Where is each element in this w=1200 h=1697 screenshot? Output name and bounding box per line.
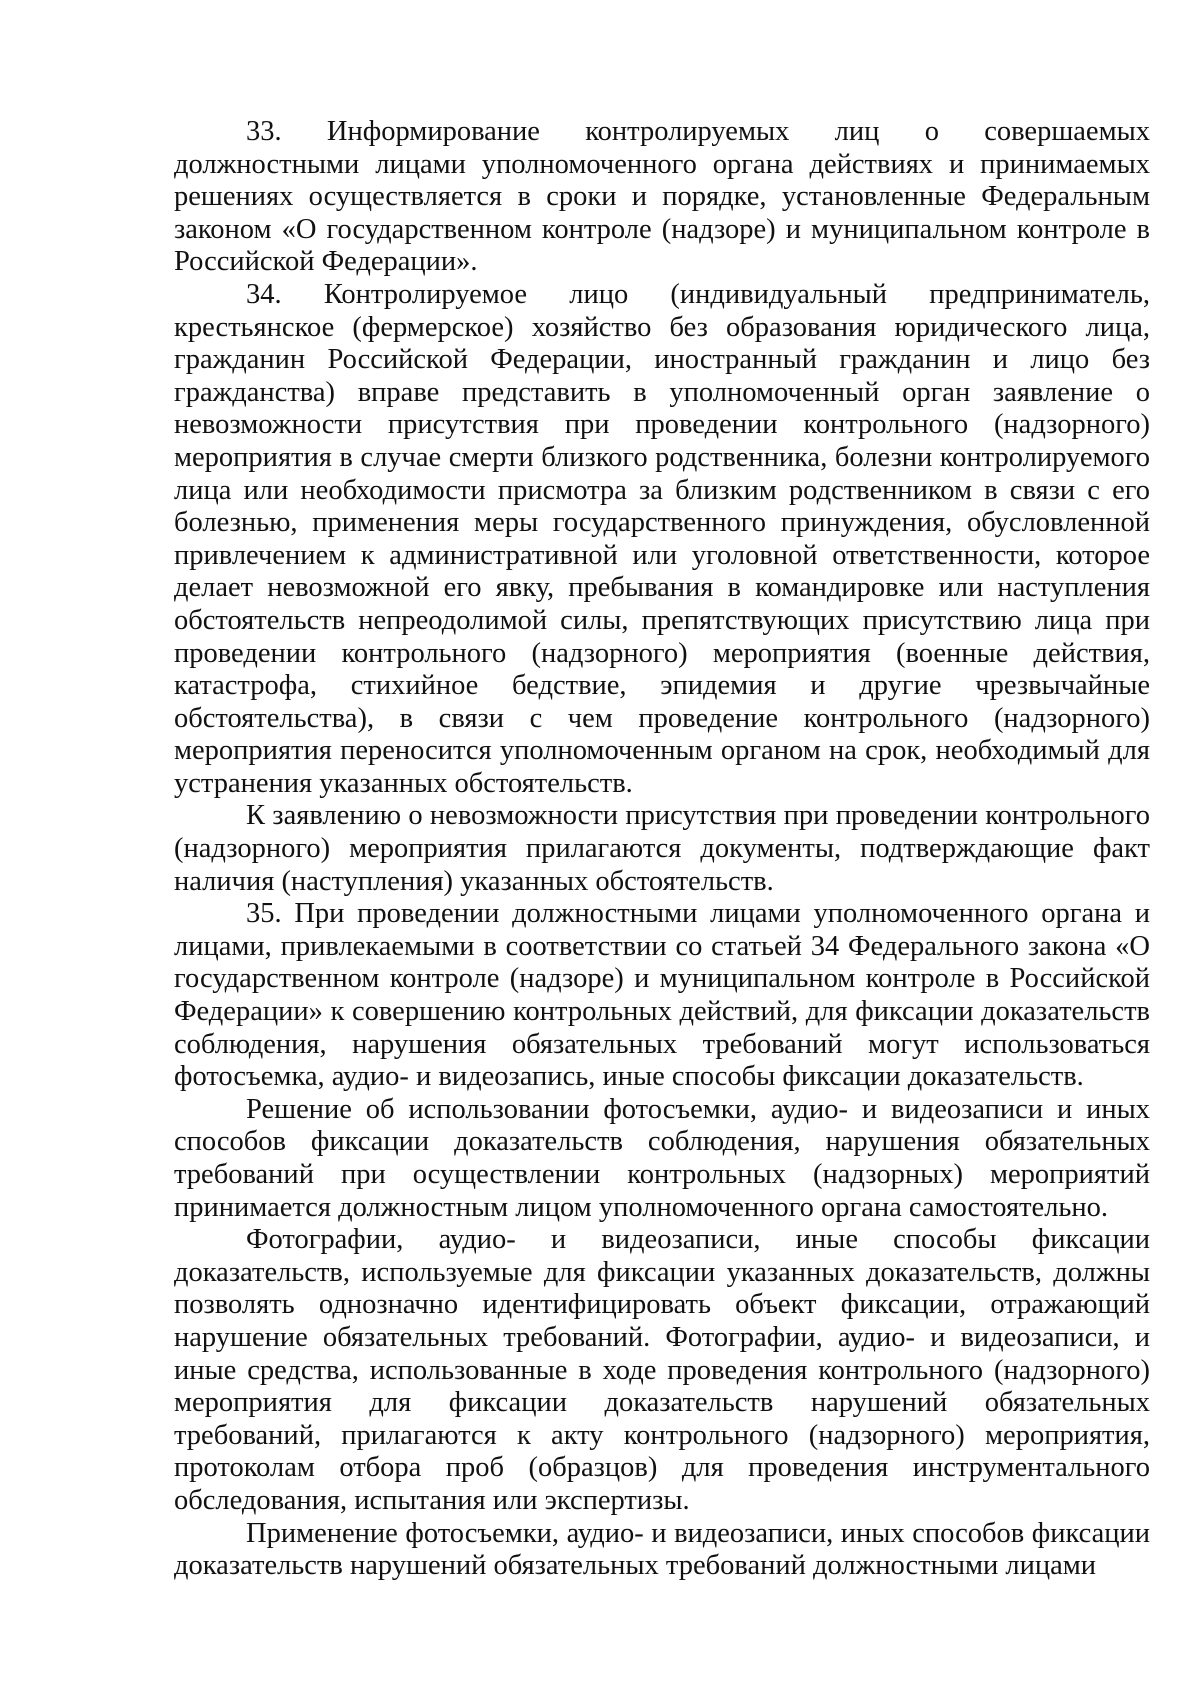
paragraph-35-evidence-fixation: 35. При проведении должностными лицами уполномоченного органа и лицами, привлекаемыми в соответствии со статьей 34 Федерального закона «О государственном контроле (надзоре) и муниципальном контроле в Российской Федерации» к совершению контрольных действий, для фиксации доказательств соблюдения, нарушения обязательных требований могут использоваться фотосъемка, аудио- и видеозапись, иные способы фиксации доказательств. xyxy=(174,898,1150,1093)
paragraph-35-application-of-recording: Применение фотосъемки, аудио- и видеозаписи, иных способов фиксации доказательств нарушений обязательных требований должностными лицами xyxy=(174,1517,1150,1582)
paragraph-34-supporting-documents: К заявлению о невозможности присутствия при проведении контрольного (надзорного) мероприятия прилагаются документы, подтверждающие факт наличия (наступления) указанных обстоятельств. xyxy=(174,800,1150,897)
paragraph-35-photos-and-recordings: Фотографии, аудио- и видеозаписи, иные способы фиксации доказательств, используемые для фиксации указанных доказательств, должны позволять однозначно идентифицировать объект фиксации, отражающий нарушение обязательных требований. Фотографии, аудио- и видеозаписи, и иные средства, использованные в ходе проведения контрольного (надзорного) мероприятия для фиксации доказательств нарушений обязательных требований, прилагаются к акту контрольного (надзорного) мероприятия, протоколам отбора проб (образцов) для проведения инструментального обследования, испытания или экспертизы. xyxy=(174,1224,1150,1516)
paragraph-35-decision-on-recording: Решение об использовании фотосъемки, аудио- и видеозаписи и иных способов фиксации доказательств соблюдения, нарушения обязательных требований при осуществлении контрольных (надзорных) мероприятий принимается должностным лицом уполномоченного органа самостоятельно. xyxy=(174,1093,1150,1223)
paragraph-33-informing: 33. Информирование контролируемых лиц о совершаемых должностными лицами уполномоченного органа действиях и принимаемых решениях осуществляется в сроки и порядке, установленные Федеральным законом «О государственном контроле (надзоре) и муниципальном контроле в Российской Федерации». xyxy=(174,116,1150,278)
document-body xyxy=(174,116,1150,1583)
paragraph-34-absence-statement: 34. Контролируемое лицо (индивидуальный предприниматель, крестьянское (фермерское) хозяйство без образования юридического лица, гражданин Российской Федерации, иностранный гражданин и лицо без гражданства) вправе представить в уполномоченный орган заявление о невозможности присутствия при проведении контрольного (надзорного) мероприятия в случае смерти близкого родственника, болезни контролируемого лица или необходимости присмотра за близким родственником в связи с его болезнью, применения меры государственного принуждения, обусловленной привлечением к административной или уголовной ответственности, которое делает невозможной его явку, пребывания в командировке или наступления обстоятельств непреодолимой силы, препятствующих присутствию лица при проведении контрольного (надзорного) мероприятия (военные действия, катастрофа, стихийное бедствие, эпидемия и другие чрезвычайные обстоятельства), в связи с чем проведение контрольного (надзорного) мероприятия переносится уполномоченным органом на срок, необходимый для устранения указанных обстоятельств. xyxy=(174,278,1150,799)
